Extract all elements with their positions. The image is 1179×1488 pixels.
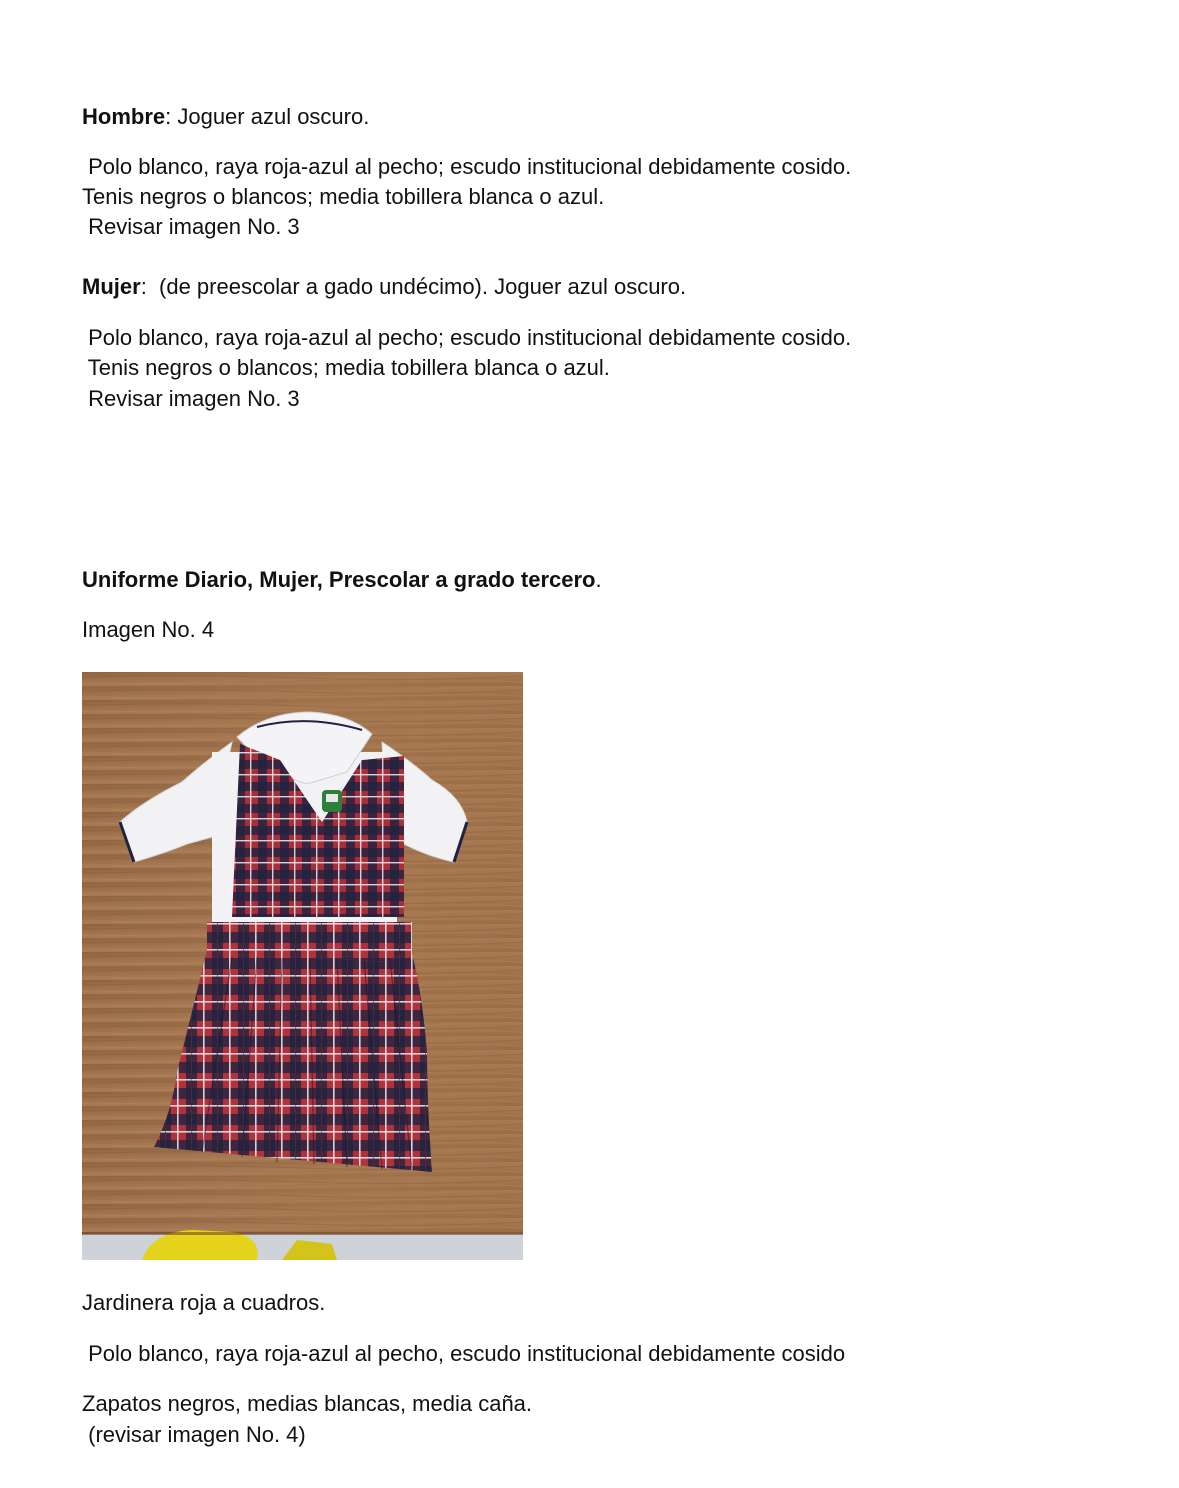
mujer-label: Mujer: [82, 274, 141, 299]
uniforme-polo-line: Polo blanco, raya roja-azul al pecho, escudo institucional debidamente cosido: [82, 1341, 846, 1366]
hombre-line: [82, 102, 369, 132]
hombre-tenis-line: Tenis negros o blancos; media tobillera blanca o azul.: [82, 184, 605, 209]
hombre-revisar-line: Revisar imagen No. 3: [82, 214, 300, 239]
revisar-imagen-4-line: (revisar imagen No. 4): [82, 1422, 306, 1447]
uniforme-heading-bold: Uniforme Diario, Mujer, Prescolar a grado tercero: [82, 567, 596, 592]
hombre-label: Hombre: [82, 104, 166, 129]
mujer-tenis-line: Tenis negros o blancos; media tobillera blanca o azul.: [82, 355, 610, 380]
hombre-polo-line: Polo blanco, raya roja-azul al pecho; escudo institucional debidamente cosido.: [82, 154, 852, 179]
mujer-revisar-line: Revisar imagen No. 3: [82, 386, 300, 411]
mujer-text: : (de preescolar a gado undécimo). Joguer azul oscuro.: [140, 274, 687, 299]
uniforme-heading: [82, 565, 602, 595]
jardinera-line: Jardinera roja a cuadros.: [82, 1290, 326, 1315]
hombre-text: : Joguer azul oscuro.: [165, 104, 370, 129]
mujer-polo-line: Polo blanco, raya roja-azul al pecho; escudo institucional debidamente cosido.: [82, 325, 852, 350]
image-caption: Imagen No. 4: [82, 617, 215, 642]
zapatos-line: Zapatos negros, medias blancas, media caña.: [82, 1391, 533, 1416]
plaid-pinafore-uniform-photo: [82, 672, 523, 1260]
mujer-line: [82, 272, 686, 302]
uniforme-heading-period: .: [595, 567, 602, 592]
